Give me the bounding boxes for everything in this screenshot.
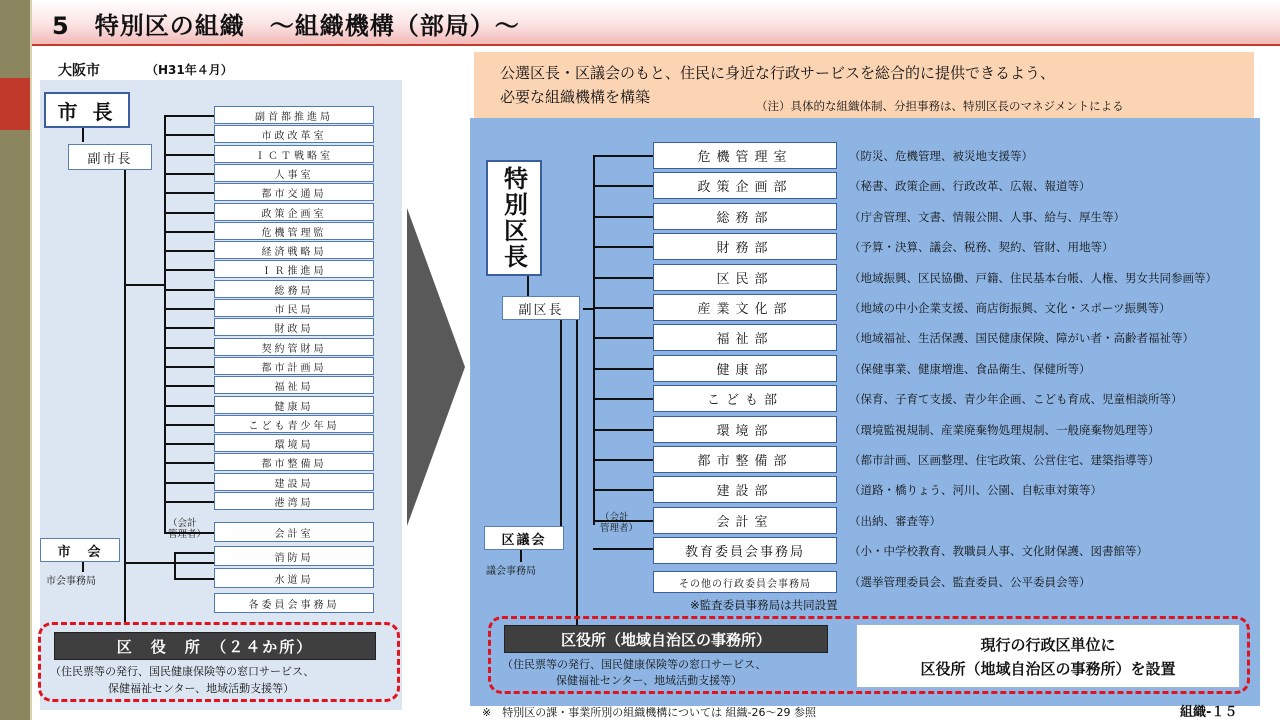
left-red-tab	[0, 78, 30, 130]
bureau-item: 人事室	[214, 164, 374, 182]
connector	[124, 284, 164, 286]
dept-item: 政策企画部	[653, 172, 837, 199]
dept-duty: （出納、審査等）	[849, 514, 941, 528]
dept-item: 建設部	[653, 476, 837, 503]
bureau-connector	[164, 501, 214, 503]
dept-connector	[593, 429, 653, 431]
connector	[593, 155, 595, 525]
bureau-item: 市政改革室	[214, 125, 374, 143]
city-council-box: 市 会	[40, 538, 120, 562]
bureau-connector	[164, 134, 214, 136]
dept-connector	[593, 155, 653, 157]
bureau-item: 福祉局	[214, 376, 374, 394]
deputy-ward-head-box: 副区長	[502, 296, 580, 320]
dept-connector	[593, 398, 653, 400]
dept-connector	[593, 307, 653, 309]
dept-item: 財務部	[653, 233, 837, 260]
connector	[124, 562, 214, 564]
dept-item: 都市整備部	[653, 446, 837, 473]
city-council-office: 市会事務局	[46, 576, 96, 587]
bureau-connector	[164, 212, 214, 214]
dept-duty: （保育、子育て支援、青少年企画、こども育成、児童相談所等）	[849, 392, 1183, 406]
bureau-water: 水道局	[214, 568, 374, 588]
bureau-item: 市民局	[214, 299, 374, 317]
dept-duty: （地域福祉、生活保護、国民健康保険、障がい者・高齢者福祉等）	[849, 331, 1194, 345]
ward-office-note-right-2: 保健福祉センター、地域活動支援等）	[556, 674, 743, 687]
dept-item: 会計室	[653, 507, 837, 534]
page-number: 組織-１５	[1180, 705, 1238, 720]
bureau-item: 経済戦略局	[214, 241, 374, 259]
current-ward-note-2: 区役所（地域自治区の事務所）を設置	[920, 660, 1176, 678]
dept-connector	[593, 185, 653, 187]
connector	[576, 320, 578, 628]
bureau-connector	[164, 308, 214, 310]
bureau-connector	[164, 405, 214, 407]
connector	[124, 168, 126, 624]
ward-office-note-1: （住民票等の発行、国民健康保険等の窓口サービス、	[50, 665, 315, 678]
bureau-connector	[164, 462, 214, 464]
city-name: 大阪市	[58, 63, 100, 79]
strip-divider	[30, 0, 32, 720]
dept-duty: （地域の中小企業支援、商店街振興、文化・スポーツ振興等）	[849, 301, 1171, 315]
bureau-committees: 各委員会事務局	[214, 593, 374, 613]
summary-note-caveat: （注）具体的な組織体制、分担事務は、特別区長のマネジメントによる	[756, 99, 1124, 113]
dept-connector	[593, 277, 653, 279]
bureau-item: 総務局	[214, 280, 374, 298]
dept-duty: （道路・橋りょう、河川、公園、自転車対策等）	[849, 483, 1102, 497]
connector	[527, 274, 529, 296]
dept-duty: （庁舎管理、文書、情報公開、人事、給与、厚生等）	[849, 210, 1125, 224]
dept-duty: （予算・決算、議会、税務、契約、管財、用地等）	[849, 240, 1114, 254]
accountant-label-right: （会計 管理者）	[600, 512, 639, 534]
summary-note-line-1: 公選区長・区議会のもと、住民に身近な行政サービスを総合的に提供できるよう、	[500, 64, 1056, 82]
dept-item: 福祉部	[653, 324, 837, 351]
bureau-fire: 消防局	[214, 546, 374, 566]
bureau-connector	[164, 424, 214, 426]
connector	[174, 552, 176, 580]
bureau-item: 建設局	[214, 473, 374, 491]
ward-council-office: 議会事務局	[486, 566, 536, 577]
bureau-item: 都市整備局	[214, 453, 374, 471]
bureau-item: 健康局	[214, 396, 374, 414]
connector	[82, 128, 84, 142]
bureau-connector	[164, 115, 214, 117]
bureau-item: 港湾局	[214, 492, 374, 510]
bureau-connector	[164, 269, 214, 271]
special-ward-head-label: 特別区長	[499, 166, 528, 270]
dept-duty: （環境監視規制、産業廃棄物処理規制、一般廃棄物処理等）	[849, 423, 1160, 437]
connector	[174, 552, 214, 554]
dept-duty: （防災、危機管理、被災地支援等）	[849, 149, 1033, 163]
bureau-accounting-office: 会計室	[214, 522, 374, 542]
bureau-item: ＩＣＴ戦略室	[214, 145, 374, 163]
bureau-connector	[164, 327, 214, 329]
bureau-connector	[164, 192, 214, 194]
connector	[174, 578, 214, 580]
bureau-item: ＩＲ推進局	[214, 260, 374, 278]
dept-connector	[593, 337, 653, 339]
dept-connector	[593, 459, 653, 461]
bureau-connector	[164, 250, 214, 252]
bureau-item: 契約管財局	[214, 338, 374, 356]
bureau-connector	[164, 385, 214, 387]
dept-duty: （秘書、政策企画、行政改革、広報、報道等）	[849, 179, 1091, 193]
dept-duty: （都市計画、区画整理、住宅政策、公営住宅、建築指導等）	[849, 453, 1160, 467]
dept-item: 環境部	[653, 416, 837, 443]
bureau-connector	[164, 173, 214, 175]
summary-note-line-2: 必要な組織機構を構築	[500, 88, 651, 106]
bureau-connector	[164, 154, 214, 156]
dept-item: 区民部	[653, 264, 837, 291]
dept-duty: （保健事業、健康増進、食品衛生、保健所等）	[849, 362, 1091, 376]
dept-connector	[593, 489, 653, 491]
dept-item: こども部	[653, 385, 837, 412]
bureau-item: こども青少年局	[214, 415, 374, 433]
bureau-item: 副首都推進局	[214, 106, 374, 124]
ward-council-box: 区議会	[484, 526, 564, 550]
bureau-connector	[164, 366, 214, 368]
connector	[593, 548, 653, 550]
dept-connector	[593, 216, 653, 218]
bureau-connector	[164, 482, 214, 484]
connector	[164, 116, 166, 532]
special-ward-head-box	[486, 160, 542, 276]
dept-connector	[593, 368, 653, 370]
bureau-connector	[164, 289, 214, 291]
dept-item: 健康部	[653, 355, 837, 382]
dept-item: 総務部	[653, 203, 837, 230]
audit-note: ※監査委員事務局は共同設置	[690, 598, 838, 612]
bureau-item: 危機管理監	[214, 222, 374, 240]
footer-note: ※ 特別区の課・事業所別の組織機構については 組織-26～29 参照	[482, 706, 816, 719]
connector	[583, 308, 593, 310]
deputy-mayor-box: 副市長	[68, 144, 152, 170]
dept-duty: （地域振興、区民協働、戸籍、住民基本台帳、人権、男女共同参画等）	[849, 271, 1217, 285]
connector	[560, 320, 562, 516]
bureau-item: 都市計画局	[214, 357, 374, 375]
transition-arrow	[407, 208, 465, 526]
ward-office-note-2: 保健福祉センター、地域活動支援等）	[108, 682, 295, 695]
connector	[520, 550, 522, 562]
current-ward-note-1: 現行の行政区単位に	[980, 636, 1116, 654]
dept-item: 教育委員会事務局	[653, 537, 837, 564]
dept-item: 産業文化部	[653, 294, 837, 321]
ward-office-box: 区 役 所 （２４か所）	[54, 632, 376, 660]
bureau-item: 環境局	[214, 434, 374, 452]
mayor-box: 市 長	[44, 92, 130, 128]
bureau-connector	[164, 347, 214, 349]
bureau-item: 都市交通局	[214, 183, 374, 201]
dept-item: その他の行政委員会事務局	[653, 571, 837, 593]
bureau-item: 政策企画室	[214, 203, 374, 221]
dept-item: 危機管理室	[653, 142, 837, 169]
page-title: 5 特別区の組織 ～組織機構（部局）～	[52, 12, 520, 40]
dept-duty: （小・中学校教育、教職員人事、文化財保護、図書館等）	[849, 544, 1148, 558]
dept-duty: （選挙管理委員会、監査委員、公平委員会等）	[849, 575, 1091, 589]
as-of-date: （H31年４月）	[146, 63, 233, 77]
bureau-item: 財政局	[214, 318, 374, 336]
ward-office-box-right: 区役所（地域自治区の事務所）	[504, 625, 828, 653]
connector	[82, 562, 84, 572]
ward-office-note-right-1: （住民票等の発行、国民健康保険等の窓口サービス、	[502, 658, 767, 671]
accountant-label: （会計 管理者）	[168, 518, 207, 540]
bureau-connector	[164, 443, 214, 445]
bureau-connector	[164, 231, 214, 233]
dept-connector	[593, 246, 653, 248]
